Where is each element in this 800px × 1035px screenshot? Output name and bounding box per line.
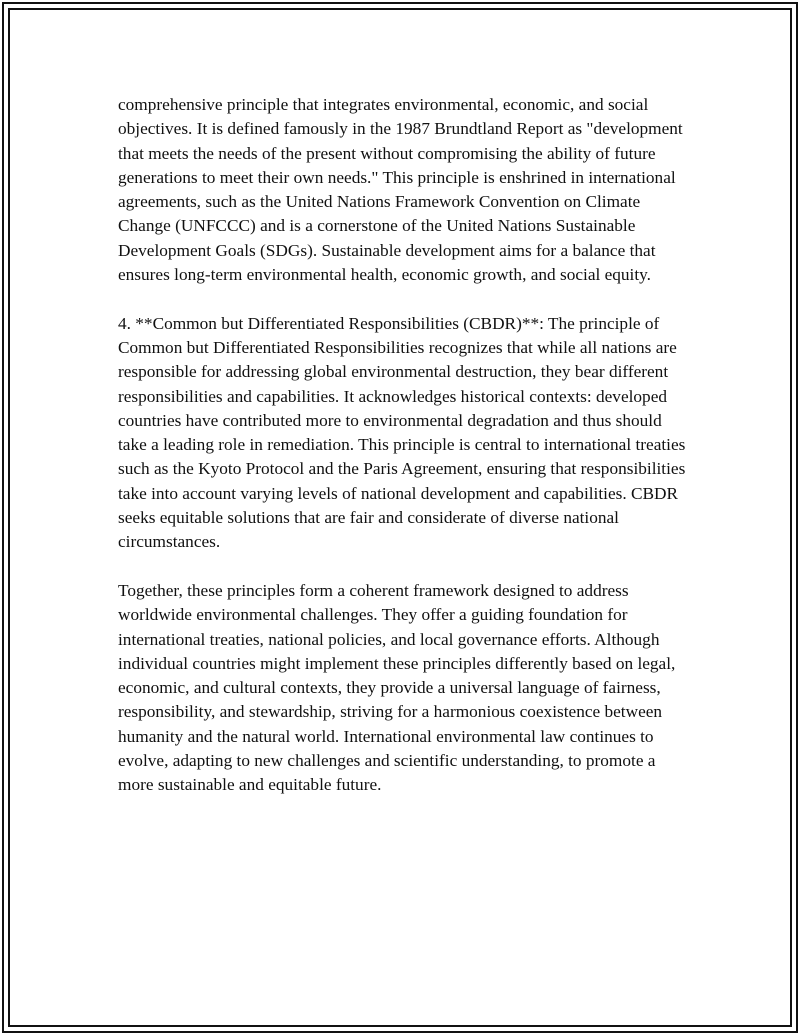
document-body xyxy=(118,93,688,822)
paragraph-cbdr: 4. **Common but Differentiated Responsibilities (CBDR)**: The principle of Common but Differentiated Responsibilities recognizes that while all nations are responsible for addressing global environmental destruction, they bear different responsibilities and capabilities. It acknowledges historical contexts: developed countries have contributed more to environmental degradation and thus should take a leading role in remediation. This principle is central to international treaties such as the Kyoto Protocol and the Paris Agreement, ensuring that responsibilities take into account varying levels of national development and capabilities. CBDR seeks equitable solutions that are fair and considerate of diverse national circumstances. xyxy=(118,313,686,552)
paragraph-conclusion: Together, these principles form a coherent framework designed to address worldwide environmental challenges. They offer a guiding foundation for international treaties, national policies, and local governance efforts. Although individual countries might implement these principles differently based on legal, economic, and cultural contexts, they provide a universal language of fairness, responsibility, and stewardship, striving for a harmonious coexistence between humanity and the natural world. International environmental law continues to evolve, adapting to new challenges and scientific understanding, to promote a more sustainable and equitable future. xyxy=(118,580,676,795)
paragraph-sustainable-development: comprehensive principle that integrates environmental, economic, and social objectives. It is defined famously in the 1987 Brundtland Report as "development that meets the needs of the present without compromising the ability of future generations to meet their own needs." This principle is enshrined in international agreements, such as the United Nations Framework Convention on Climate Change (UNFCCC) and is a cornerstone of the United Nations Sustainable Development Goals (SDGs). Sustainable development aims for a balance that ensures long-term environmental health, economic growth, and social equity. xyxy=(118,95,683,285)
